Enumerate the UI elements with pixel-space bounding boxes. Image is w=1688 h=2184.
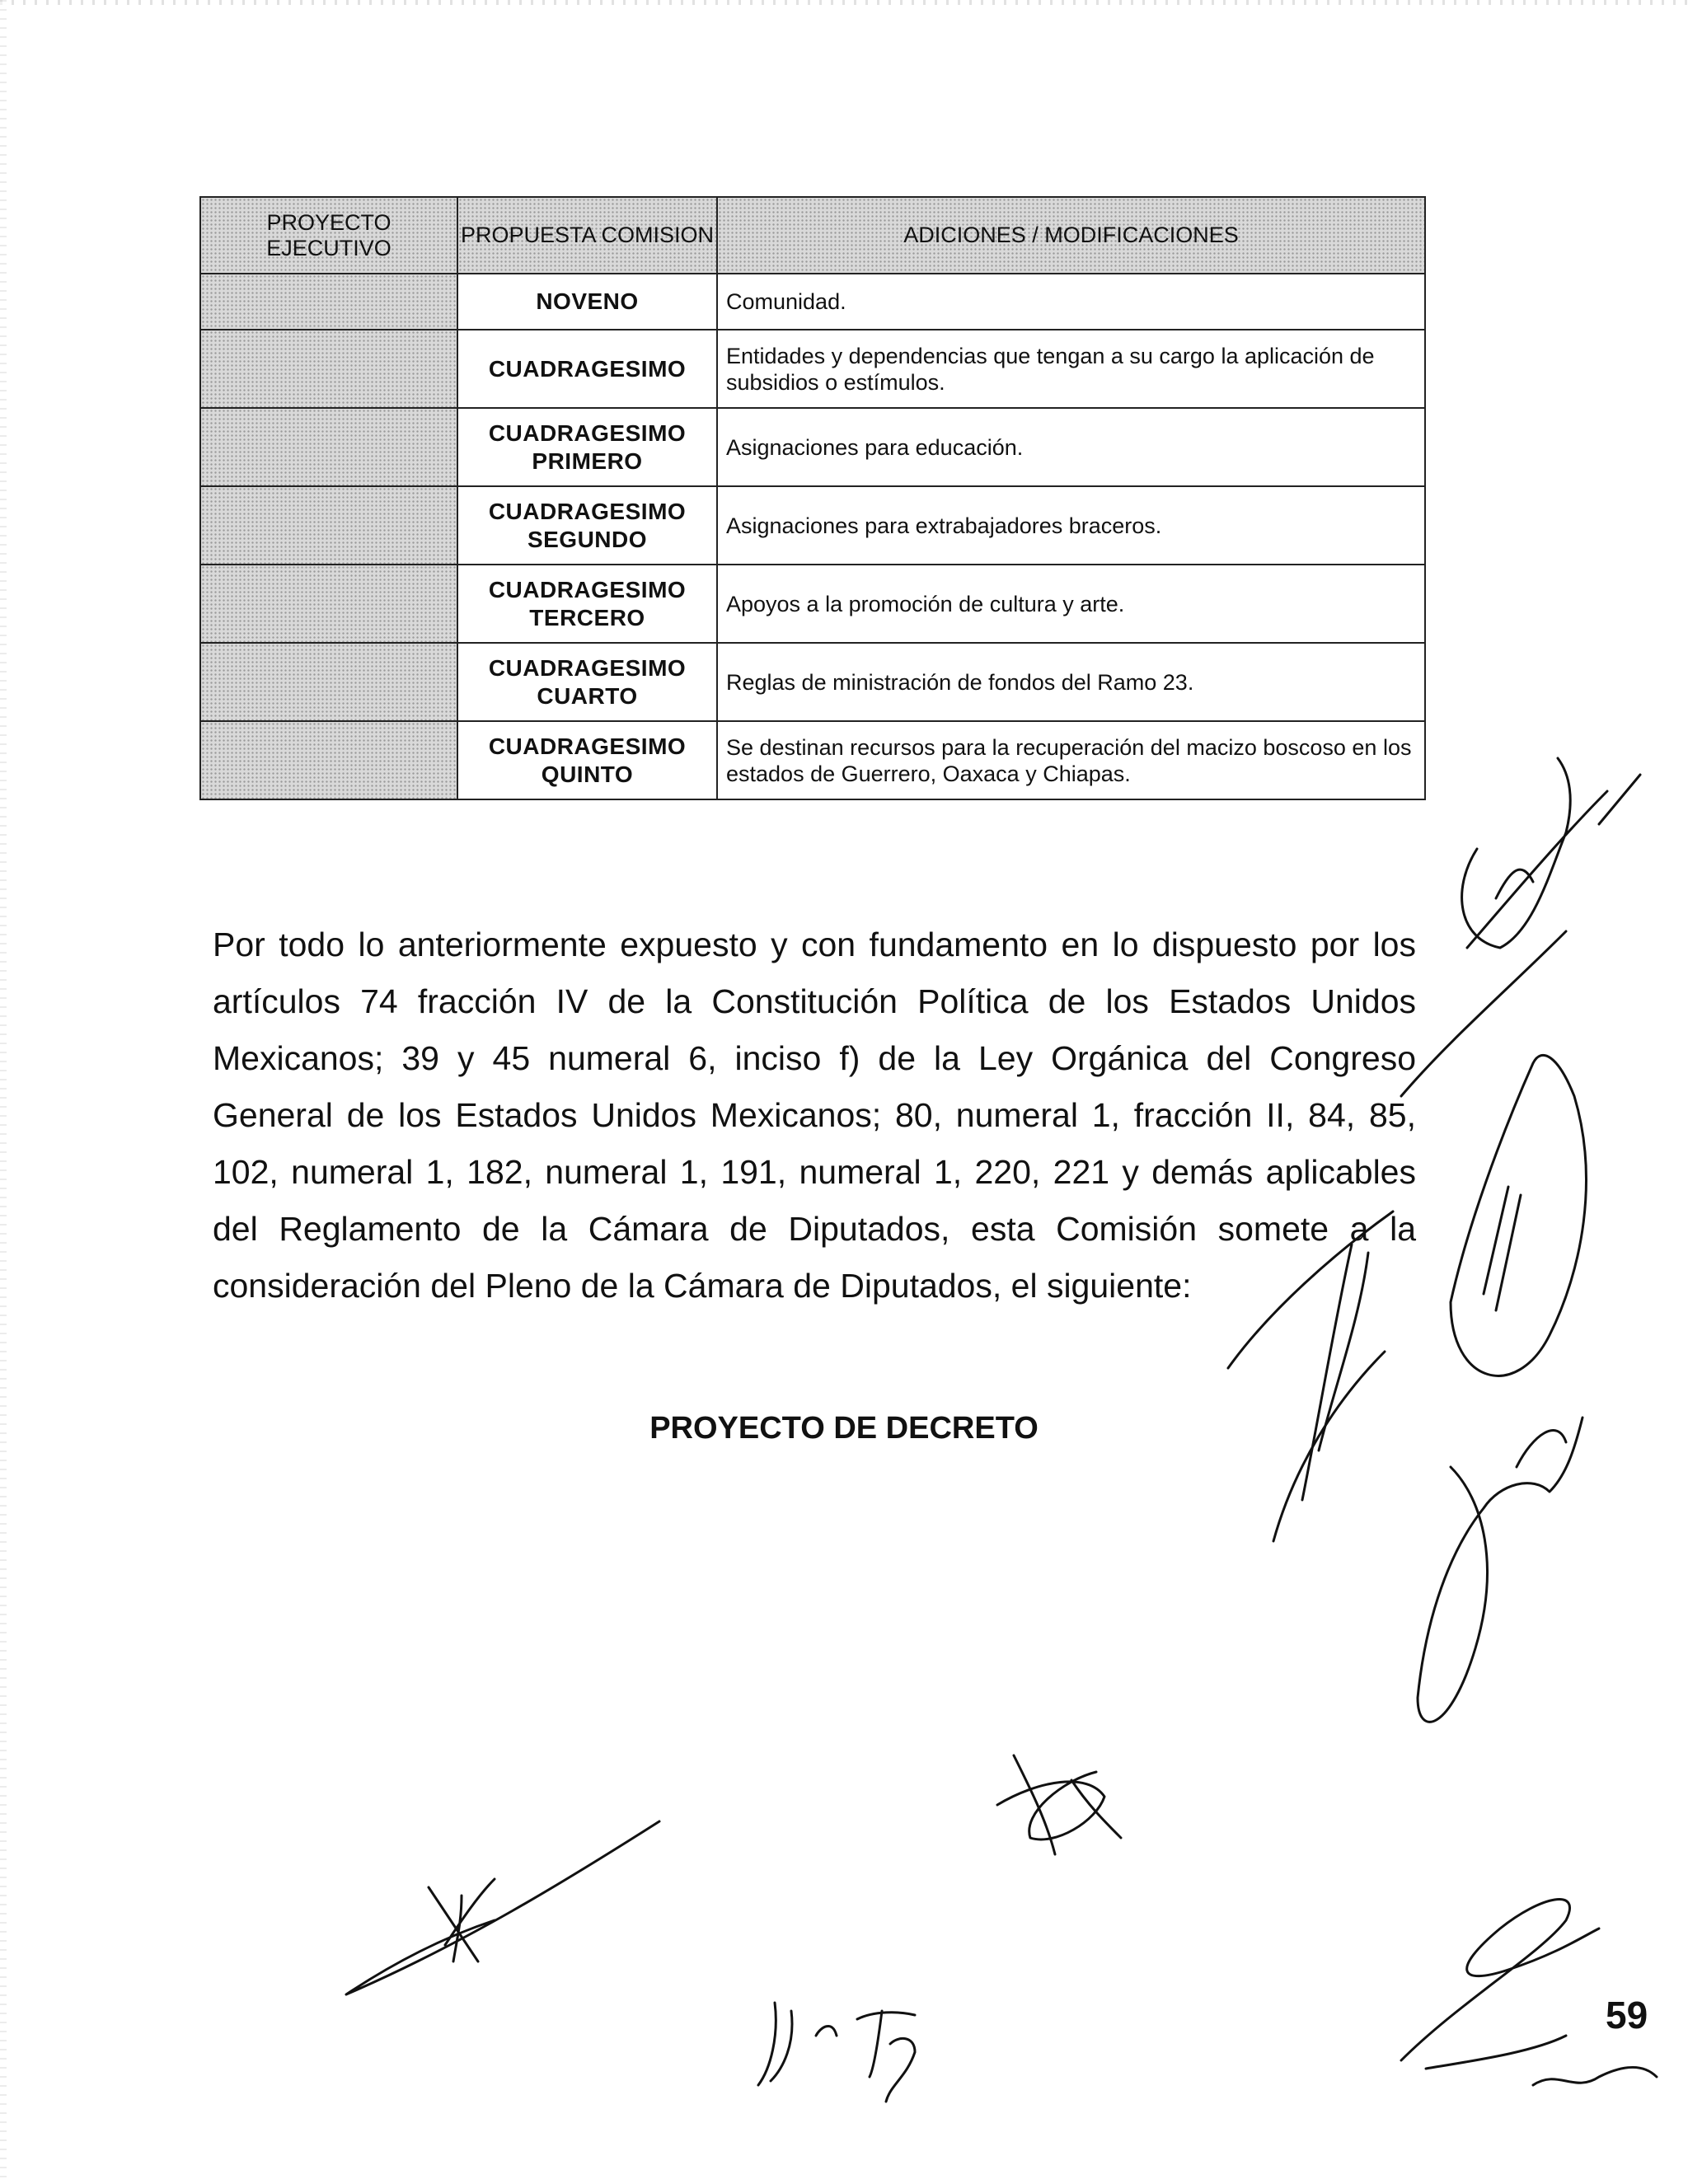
description-cell: Asignaciones para educación. (717, 408, 1425, 486)
description-cell: Reglas de ministración de fondos del Ramo 23. (717, 643, 1425, 721)
header-propuesta-comision: PROPUESTA COMISION (457, 197, 717, 274)
article-cell: CUADRAGESIMO (457, 330, 717, 408)
signature-stroke (1418, 1418, 1582, 1722)
article-cell: CUADRAGESIMO CUARTO (457, 643, 717, 721)
signature-stroke (997, 1755, 1121, 1854)
description-cell: Comunidad. (717, 274, 1425, 330)
signature-stroke (346, 1821, 659, 1994)
description-cell: Apoyos a la promoción de cultura y arte. (717, 565, 1425, 643)
section-heading: PROYECTO DE DECRETO (649, 1411, 1039, 1446)
signature-stroke (1462, 758, 1607, 948)
article-cell: CUADRAGESIMO PRIMERO (457, 408, 717, 486)
description-cell: Se destinan recursos para la recuperación del macizo boscoso en los estados de Guerrero, Oaxaca y Chiapas. (717, 721, 1425, 799)
signature-stroke (758, 2003, 915, 2102)
signature-stroke (1533, 2067, 1657, 2085)
article-cell: CUADRAGESIMO TERCERO (457, 565, 717, 643)
signature-stroke (1273, 1352, 1385, 1541)
description-cell: Entidades y dependencias que tengan a su cargo la aplicación de subsidios o estímulos. (717, 330, 1425, 408)
body-paragraph: Por todo lo anteriormente expuesto y con fundamento en lo dispuesto por los artículos 74 fracción IV de la Constitución Política de los Estados Unidos Mexicanos; 39 y 45 numeral 6, inciso f) de la Ley Orgánica del Congreso General de los Estados Unidos Mexicanos; 80, numeral 1, fracción II, 84, 85, 102, numeral 1, 182, numeral 1, 191, numeral 1, 220, 221 y demás aplicables del Reglamento de la Cámara de Diputados, esta Comisión somete a la consideración del Pleno de la Cámara de Diputados, el siguiente: (213, 926, 1416, 1305)
page-number: 59 (1606, 1994, 1648, 2036)
signature-stroke (1451, 1055, 1586, 1376)
signature-stroke (1401, 1900, 1599, 2069)
article-cell: NOVENO (457, 274, 717, 330)
header-adiciones-modificaciones: ADICIONES / MODIFICACIONES (717, 197, 1425, 274)
signature-stroke (1228, 1212, 1393, 1500)
signature-stroke (1401, 775, 1640, 1096)
description-cell: Asignaciones para extrabajadores braceros. (717, 486, 1425, 565)
article-cell: CUADRAGESIMO QUINTO (457, 721, 717, 799)
article-cell: CUADRAGESIMO SEGUNDO (457, 486, 717, 565)
header-proyecto-ejecutivo: PROYECTO EJECUTIVO (200, 197, 457, 274)
